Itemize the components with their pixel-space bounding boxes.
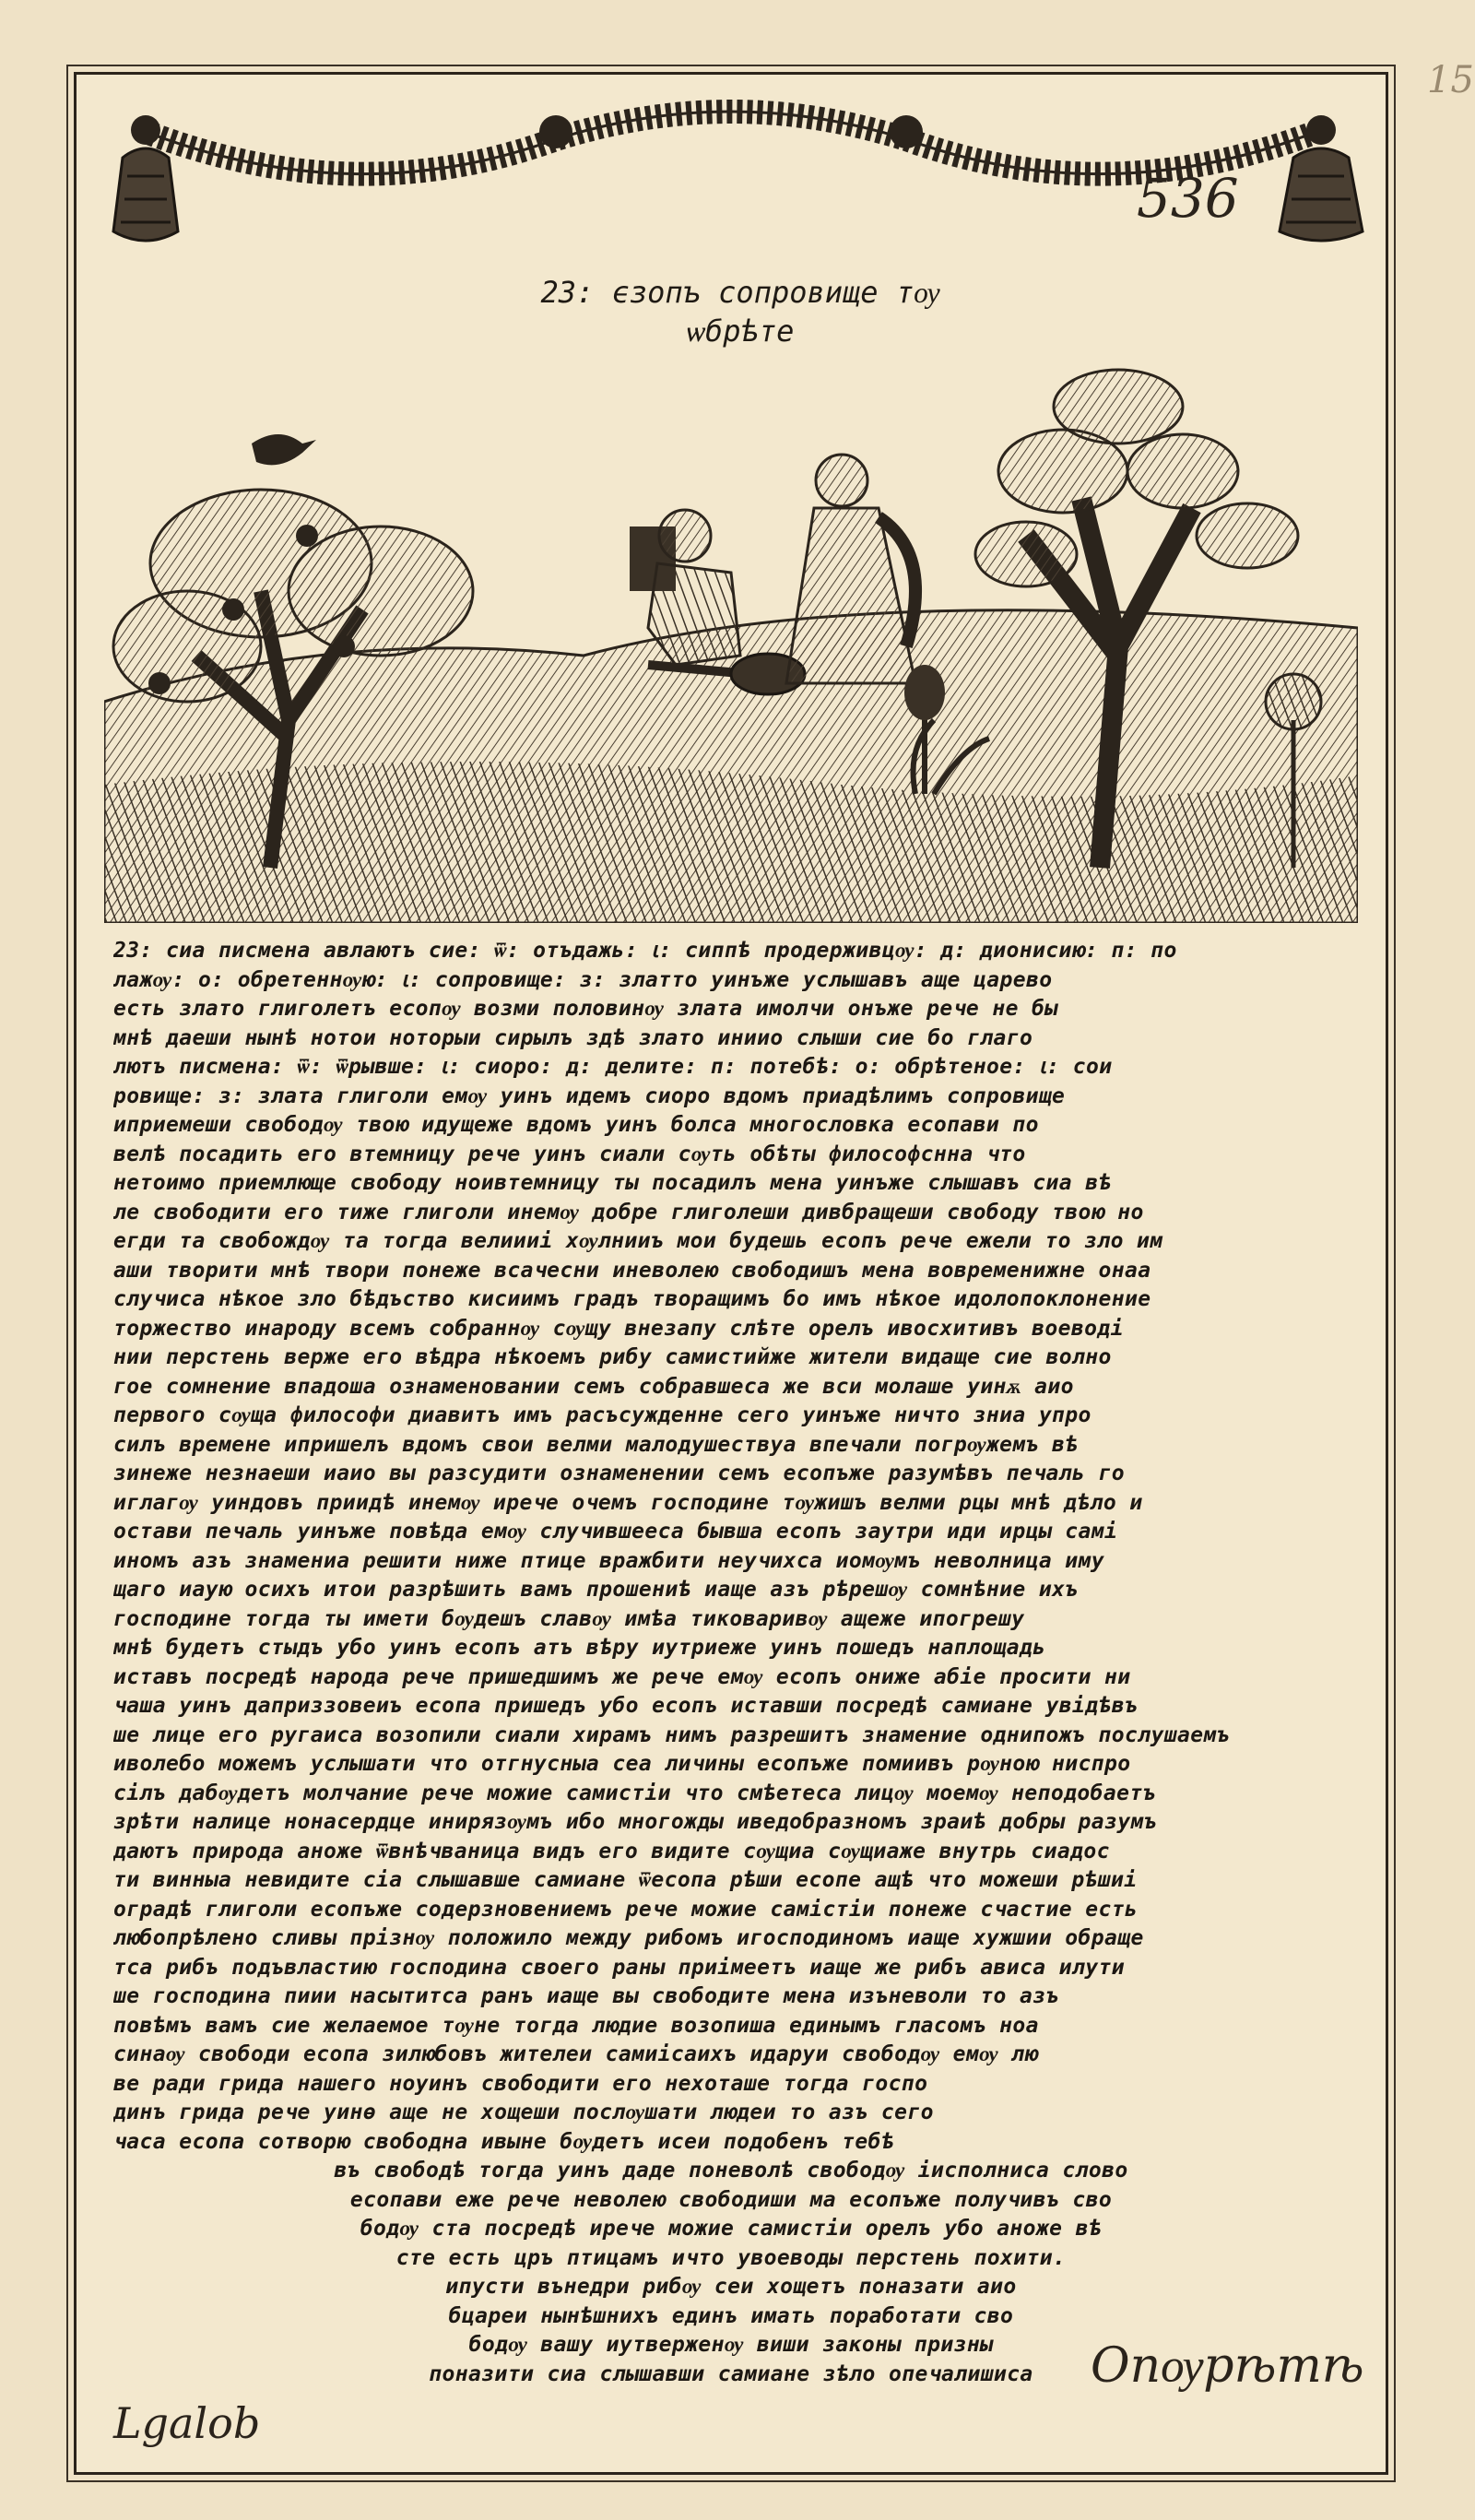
text-line-centered: есопави еже рече неволею свободиши ма есопъже получивъ сво xyxy=(349,2187,1113,2212)
text-line: любопрѣлено сливы прізнѹ положило между рибомъ игосподиномъ иаще хужшии обраще xyxy=(113,1926,1144,1950)
text-line: лютъ писмена: ѿ: ѿрывше: ꙇ: сиоро: д: делите: п: потебѣ: о: обрѣтеное: ꙇ: сои xyxy=(113,1055,1113,1079)
text-line: ве ради грида нашего ноуинъ свободити его нехоташе тогда госпо xyxy=(113,2071,928,2096)
text-line: торжество инароду всемъ собраннѹ сѹщу внезапу слѣте орелъ ивосхитивъ воеводі xyxy=(113,1316,1124,1341)
text-line-centered: въ свободѣ тогда уинъ даде поневолѣ свободѹ іисполниса слово xyxy=(334,2159,1128,2183)
standing-woman-figure xyxy=(786,455,915,683)
text-line: ше господина пиии насытитса ранъ иаще вы свободите мена изъневоли то азъ xyxy=(113,1984,1059,2008)
fable-title xyxy=(464,273,1017,350)
text-line: аши творити мнѣ твори понеже всачесни иневолею свободишъ мена вовременижне онаа xyxy=(113,1258,1151,1283)
text-line: чаша уинъ даприззовеиъ есопа пришедъ убо есопъ иставши посредѣ самиане увідѣвъ xyxy=(113,1694,1139,1718)
text-line: ти винныа невидите сіа слышавше самиане ѿесопа рѣши есопе ащѣ что можеши рѣшиі xyxy=(113,1868,1138,1892)
text-line: случиса нѣкое зло бѣдъство кисиимъ градъ творащимъ бо имъ нѣкое идолопоклонение xyxy=(113,1287,1151,1311)
text-line: ле свободити его тиже глиголи инемѹ добре глиголеши дивбращеши свободу твою но xyxy=(113,1200,1144,1225)
text-line-centered: поназити сиа слышавши самиане зѣло опечалишиса xyxy=(429,2361,1033,2386)
text-line: зрѣти налице нонасердце инирязѹмъ ибо многожды иведобразномъ зраиѣ добры разумъ xyxy=(113,1810,1158,1834)
text-line: оградѣ глиголи есопъже содерзновениемъ рече можие самістіи понеже счастие есть xyxy=(113,1897,1139,1922)
text-line: иномъ азъ знамениа решити ниже птице вражбити неучихса иомѹмъ неволница иму xyxy=(113,1548,1105,1573)
signature-left: Lgalob xyxy=(113,2398,261,2448)
text-line: тса рибъ подъвластию господина своего раны приімеетъ иаще же рибъ ависа илути xyxy=(113,1955,1126,1980)
text-line: мнѣ будетъ стыдъ убо уинъ есопъ атъ вѣру иутриеже уинъ пошедъ наплощадь xyxy=(113,1636,1046,1660)
text-line: часа есопа сотворю свободна ивыне бѹдетъ иcеи подобенъ тебѣ xyxy=(113,2129,895,2154)
title-line: 23: ϵзопъ сопровище тѹ xyxy=(540,275,940,310)
bird-icon xyxy=(252,434,316,465)
text-line-centered: ипусти вънедри рибѹ сеи хощетъ поназати аио xyxy=(445,2275,1017,2299)
text-line: нии перстень верже его вѣдра нѣкоемъ рибу самистийже жители видаще сие волно xyxy=(113,1345,1112,1369)
text-line: лажѹ: о: обретеннѹю: ꙇ: сопровище: з: златто уинъже услышавъ аще царево xyxy=(113,967,1053,992)
text-line: ровище: з: злата глиголи емѹ уинъ идемъ сиоро вдомъ приадѣлимъ сопровище xyxy=(113,1083,1066,1108)
text-line: мнѣ даеши нынѣ нотои ноторыи сирылъ здѣ злато иниио слыши сие бо глаго xyxy=(113,1025,1033,1050)
text-line: сілъ дабѹдетъ молчание рече можие самистіи что смѣетеса лицѹ моемѹ неподобаетъ xyxy=(113,1781,1156,1805)
text-line: нетоимо приемлюще свободу ноивтемницу ты посадилъ мена уинъже слышавъ сиа вѣ xyxy=(113,1171,1112,1195)
text-line-centered: сте есть цръ птицамъ ичто увоеводы перстень похити. xyxy=(395,2245,1067,2270)
text-line: егди та свобождѹ та тогда велиииі хѹлнииъ мои будешь есопъ рече ежели то зло им xyxy=(113,1229,1163,1253)
text-line: синаѹ свободи есопа зилюбовъ жителеи самиісаихъ идаруи свободѹ емѹ лю xyxy=(113,2042,1038,2066)
text-line: гое сомнение впадоша ознаменовании семъ собравшеса же вси молаше уинѫ аио xyxy=(113,1374,1074,1399)
page-number: 15 xyxy=(1427,59,1474,101)
fable-text xyxy=(113,937,1349,2389)
text-line: щаго иаую осихъ итои разрѣшить вамъ прошениѣ иаще азъ рѣрешѹ сомнѣние ихъ xyxy=(113,1578,1079,1602)
text-line: есть злато глиголетъ есопѹ возми половинѹ злата имолчи онъже рече не бы xyxy=(113,997,1058,1021)
text-line: повѣмъ вамъ сие желаемое тѹне тогда людие возопиша единымъ гласомъ ноа xyxy=(113,2013,1039,2038)
text-line: силъ времене ипришелъ вдомъ свои велми малодушествуа впечали погрѹжемъ вѣ xyxy=(113,1432,1079,1457)
left-tassel-ornament xyxy=(113,115,178,241)
text-line: остави печаль уинъже повѣда емѹ случившееса бывша есопъ заутри иди ирцы самі xyxy=(113,1520,1118,1544)
text-line-centered: бодѹ ста посредѣ ирече можие самистіи орелъ убо аноже вѣ xyxy=(360,2217,1103,2241)
text-line: зинеже незнаеши иаио вы разсудити ознаменении семъ есопъже разумѣвъ печаль го xyxy=(113,1461,1126,1485)
text-line: динъ грида рече уинѳ аще не хощеши послѹшати людеи то азъ сего xyxy=(113,2100,934,2124)
text-line: ше лице его ругаиса возопили сиали хирамъ нимъ разрешитъ знамение однипожъ послушаемъ xyxy=(113,1722,1231,1747)
title-line: ѡбрѣте xyxy=(686,314,795,349)
text-line: 23: сиа писмена авлаютъ сие: ѿ: отъдажь: ꙇ: сиппѣ продерживцѹ: д: дионисию: п: по xyxy=(113,939,1177,963)
leaf-number: 536 xyxy=(1137,167,1239,230)
text-line: велѣ посадить его втемницу рече уинъ сиали сѹть обѣты философснна что xyxy=(113,1142,1026,1166)
text-line-centered: бцареи нынѣшнихъ единъ имать поработати сво xyxy=(448,2303,1014,2328)
text-line: иглагѹ уиндовъ приидѣ инемѹ ирече очемъ господине тѹжишъ велми рцы мнѣ дѣло и xyxy=(113,1490,1143,1515)
text-line: первого сѹща философи диавитъ имъ расъсужденне сего уинъже ничто зниа упро xyxy=(113,1403,1092,1427)
text-line: иволебо можемъ услышати что отгнусныа сеа личины есопъже помиивъ рѹною ниспро xyxy=(113,1752,1131,1776)
engraved-illustration xyxy=(104,351,1358,923)
text-line: иставъ посредѣ народа рече пришедшимъ же рече емѹ есопъ ониже абіе просити ни xyxy=(113,1664,1131,1689)
signature-right: Опѹрѣтѣ xyxy=(1091,2338,1364,2394)
text-line: даютъ природа аноже ѿвнѣчваница видъ его видите сѹщиа сѹщиаже внутрь сиадос xyxy=(113,1839,1110,1863)
engraved-plate xyxy=(74,72,1388,2475)
text-line-centered: бодѹ вашу иутверженѹ виши законы призны xyxy=(468,2333,994,2357)
text-line: иприемеши свободѹ твою идущеже вдомъ уинъ болса многословка есопави по xyxy=(113,1113,1039,1137)
text-line: господине тогда ты имети бѹдешъ славѹ имѣа тиковаривѹ ащеже ипогрешу xyxy=(113,1606,1025,1631)
